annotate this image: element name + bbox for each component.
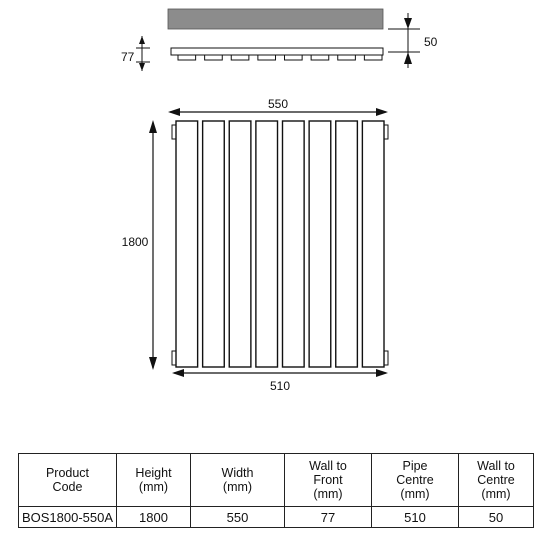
header-height: Height (mm) — [117, 454, 191, 507]
header-wall-to-front: Wall to Front (mm) — [285, 454, 372, 507]
radiator-column — [229, 121, 251, 367]
wall-to-centre-dimension — [388, 13, 420, 68]
table-header-row — [19, 454, 534, 507]
cell-pipe-centre: 510 — [372, 507, 459, 528]
wall-to-centre-label: 50 — [424, 35, 438, 49]
cell-height: 1800 — [117, 507, 191, 528]
header-pipe-centre: Pipe Centre (mm) — [372, 454, 459, 507]
radiator-columns — [176, 121, 384, 367]
overall-width-label: 550 — [267, 97, 289, 111]
header-wall-to-centre: Wall to Centre (mm) — [459, 454, 534, 507]
radiator-column — [203, 121, 225, 367]
cell-product-code: BOS1800-550A — [19, 507, 117, 528]
pipe-centres-label: 510 — [269, 379, 291, 393]
height-dimension — [149, 120, 157, 370]
column-plan-tab — [364, 55, 382, 60]
column-plan-tab — [338, 55, 356, 60]
radiator-column — [309, 121, 331, 367]
radiator-column — [283, 121, 305, 367]
cell-wall-to-front: 77 — [285, 507, 372, 528]
column-plan-tab — [178, 55, 196, 60]
radiator-column — [256, 121, 278, 367]
front-view — [172, 121, 388, 367]
depth-dimension — [136, 36, 150, 71]
wall-block — [168, 9, 383, 29]
table-row — [19, 507, 534, 528]
column-plan-tab — [205, 55, 223, 60]
radiator-column — [336, 121, 358, 367]
spec-table — [18, 453, 534, 528]
radiator-column — [362, 121, 384, 367]
header-product-code: Product Code — [19, 454, 117, 507]
column-plan-tab — [258, 55, 276, 60]
column-plan-tab — [231, 55, 249, 60]
cell-width: 550 — [191, 507, 285, 528]
pipe-centres-dimension — [172, 369, 388, 377]
radiator-column — [176, 121, 198, 367]
column-plan-tab — [311, 55, 329, 60]
radiator-plan-bar — [171, 48, 383, 55]
column-plan-tab — [285, 55, 303, 60]
column-plan-tabs — [178, 55, 382, 60]
height-label: 1800 — [121, 235, 149, 249]
depth-label: 77 — [121, 50, 135, 64]
header-width: Width (mm) — [191, 454, 285, 507]
cell-wall-to-centre: 50 — [459, 507, 534, 528]
top-view — [168, 9, 383, 60]
